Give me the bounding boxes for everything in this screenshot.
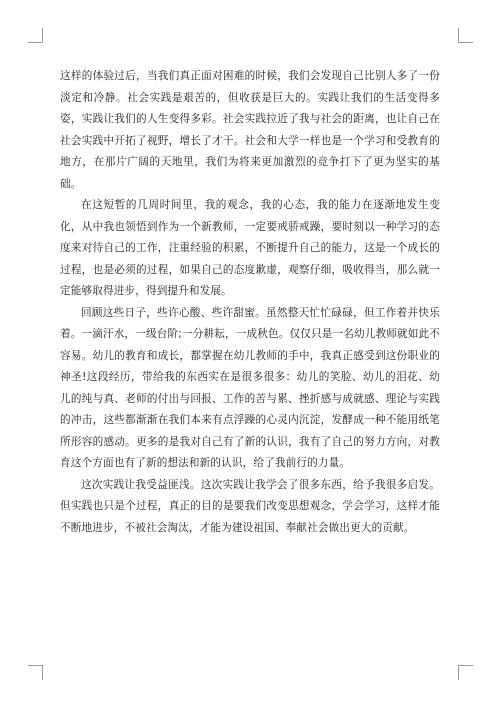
crop-mark-bottom-right [458,665,473,680]
crop-mark-top-right [458,28,473,43]
crop-mark-top-left [28,28,43,43]
paragraph-2: 在这短暂的几周时间里，我的观念，我的心态，我的能力在逐渐地发生变化，从中我也领悟到作为一个新教师，一定要戒骄戒躁，要时刻以一种学习的态度来对待自己的工作，注重经验的积累，不断提升自己的能力，这是一个成长的过程，也是必须的过程，如果自己的态度歉虚，观察仔细，吸收得当，那么就一定能够取得进步，得到提升和发展。 [60,199,440,297]
crop-mark-bottom-left [28,665,43,680]
document-body [60,66,440,539]
paragraph-1: 这样的体验过后，当我们真正面对困难的时候，我们会发现自己比别人多了一份淡定和冷静。社会实践是艰苦的，但收获是巨大的。实践让我们的生活变得多姿，实践让我们的人生变得多彩。社会实践拉近了我与社会的距离，也让自己在社会实践中开拓了视野，增长了才干。社会和大学一样也是一个学习和受教育的地方，在那片广阔的天地里，我们为将来更加激烈的竞争打下了更为坚实的基础。 [60,70,440,190]
paragraph-4: 这次实践让我受益匪浅。这次实践让我学会了很多东西，给予我很多启发。但实践也只是个过程，真正的目的是要我们改变思想观念，学会学习，这样才能不断地进步，不被社会淘汰，才能为建设祖国、奉献社会做出更大的贡献。 [60,478,440,534]
paragraph-3: 回顾这些日子，些许心酸、些许甜蜜。虽然整天忙忙碌碌，但工作着并快乐着。一滴汗水，一级台阶;一分耕耘，一成秋色。仅仅只是一名幼儿教师就如此不容易。幼儿的教育和成长，都掌握在幼儿教师的手中，我真正感受到这份职业的神圣!这段经历，带给我的东西实在是很多很多：幼儿的笑脸、幼儿的泪花、幼儿的纯与真、老师的付出与回报、工作的苦与累、挫折感与成就感、理论与实践的冲击，这些都渐渐在我们本来有点浮躁的心灵内沉淀，发酵成一种不能用纸笔所形容的感动。更多的是我对自己有了新的认识，我有了自己的努力方向，对教育这个方面也有了新的想法和新的认识，给了我前行的力量。 [60,306,440,469]
